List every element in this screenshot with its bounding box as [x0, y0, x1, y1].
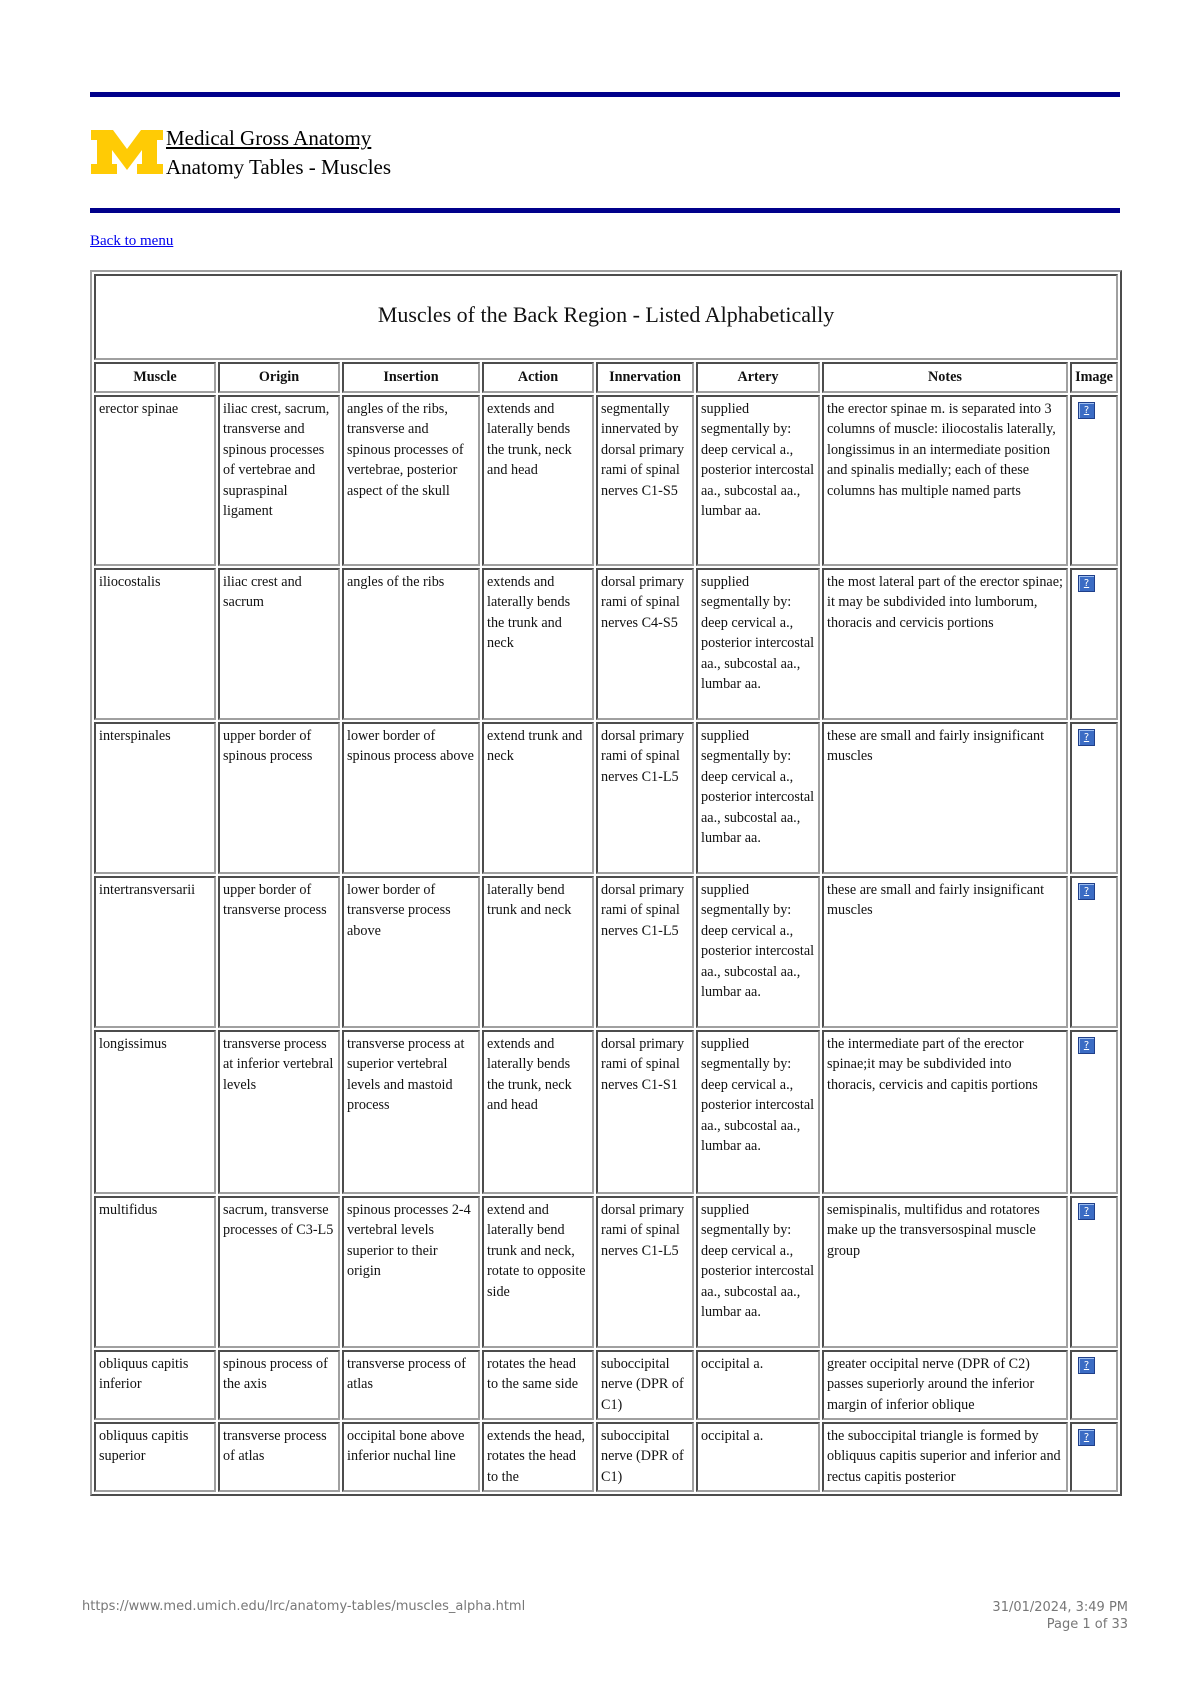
table-row [94, 1030, 1118, 1194]
table-row [94, 568, 1118, 720]
header-top-rule [90, 92, 1120, 97]
image-placeholder-icon[interactable]: ? [1078, 402, 1095, 419]
cell-notes: the intermediate part of the erector spinae;it may be subdivided into thoracis, cervicis and capitis portions [822, 1030, 1068, 1194]
cell-action: extends and laterally bends the trunk and neck [482, 568, 594, 720]
cell-innervation: dorsal primary rami of spinal nerves C1-L5 [596, 722, 694, 874]
image-placeholder-icon[interactable]: ? [1078, 1203, 1095, 1220]
cell-image [1070, 395, 1118, 566]
cell-artery: supplied segmentally by: deep cervical a., posterior intercostal aa., subcostal aa., lumbar aa. [696, 876, 820, 1028]
cell-muscle: erector spinae [94, 395, 216, 566]
cell-action: laterally bend trunk and neck [482, 876, 594, 1028]
cell-notes: semispinalis, multifidus and rotatores make up the transversospinal muscle group [822, 1196, 1068, 1348]
cell-insertion: occipital bone above inferior nuchal line [342, 1422, 480, 1492]
footer-page-number: Page 1 of 33 [1046, 1617, 1128, 1632]
footer-url: https://www.med.umich.edu/lrc/anatomy-tables/muscles_alpha.html [82, 1599, 526, 1614]
cell-image [1070, 1350, 1118, 1420]
cell-muscle: multifidus [94, 1196, 216, 1348]
back-to-menu-link[interactable]: Back to menu [90, 233, 174, 249]
column-header-innervation: Innervation [596, 362, 694, 393]
image-placeholder-icon[interactable]: ? [1078, 1037, 1095, 1054]
table-row [94, 1350, 1118, 1420]
cell-origin: upper border of transverse process [218, 876, 340, 1028]
cell-insertion: lower border of spinous process above [342, 722, 480, 874]
cell-artery: supplied segmentally by: deep cervical a., posterior intercostal aa., subcostal aa., lumbar aa. [696, 395, 820, 566]
cell-artery: occipital a. [696, 1350, 820, 1420]
university-logo [91, 130, 163, 179]
cell-action: extend and laterally bend trunk and neck, rotate to opposite side [482, 1196, 594, 1348]
cell-insertion: transverse process at superior vertebral levels and mastoid process [342, 1030, 480, 1194]
cell-image [1070, 1030, 1118, 1194]
muscles-table [90, 270, 1122, 1496]
cell-origin: transverse process at inferior vertebral levels [218, 1030, 340, 1194]
cell-action: extends and laterally bends the trunk, neck and head [482, 1030, 594, 1194]
footer-datetime: 31/01/2024, 3:49 PM [992, 1600, 1128, 1615]
cell-innervation: dorsal primary rami of spinal nerves C4-S5 [596, 568, 694, 720]
cell-insertion: spinous processes 2-4 vertebral levels superior to their origin [342, 1196, 480, 1348]
cell-muscle: iliocostalis [94, 568, 216, 720]
table-row [94, 722, 1118, 874]
cell-muscle: obliquus capitis inferior [94, 1350, 216, 1420]
cell-notes: the erector spinae m. is separated into 3 columns of muscle: iliocostalis laterally, longissimus in an intermediate position and spinalis medially; each of these columns has multiple named parts [822, 395, 1068, 566]
image-placeholder-icon[interactable]: ? [1078, 729, 1095, 746]
header-bottom-rule [90, 208, 1120, 213]
cell-innervation: dorsal primary rami of spinal nerves C1-S1 [596, 1030, 694, 1194]
cell-image [1070, 876, 1118, 1028]
cell-origin: upper border of spinous process [218, 722, 340, 874]
cell-artery: supplied segmentally by: deep cervical a., posterior intercostal aa., subcostal aa., lumbar aa. [696, 1196, 820, 1348]
column-header-notes: Notes [822, 362, 1068, 393]
cell-notes: the suboccipital triangle is formed by obliquus capitis superior and inferior and rectus capitis posterior [822, 1422, 1068, 1492]
table-caption-cell [94, 274, 1118, 360]
column-header-insertion: Insertion [342, 362, 480, 393]
table-row [94, 395, 1118, 566]
cell-origin: iliac crest and sacrum [218, 568, 340, 720]
cell-innervation: suboccipital nerve (DPR of C1) [596, 1422, 694, 1492]
cell-origin: iliac crest, sacrum, transverse and spinous processes of vertebrae and supraspinal ligament [218, 395, 340, 566]
cell-action: extend trunk and neck [482, 722, 594, 874]
table-row [94, 1196, 1118, 1348]
cell-image [1070, 1422, 1118, 1492]
cell-innervation: dorsal primary rami of spinal nerves C1-L5 [596, 876, 694, 1028]
cell-notes: the most lateral part of the erector spinae; it may be subdivided into lumborum, thoracis and cervicis portions [822, 568, 1068, 720]
cell-insertion: lower border of transverse process above [342, 876, 480, 1028]
column-header-artery: Artery [696, 362, 820, 393]
cell-innervation: segmentally innervated by dorsal primary rami of spinal nerves C1-S5 [596, 395, 694, 566]
cell-artery: occipital a. [696, 1422, 820, 1492]
column-header-muscle: Muscle [94, 362, 216, 393]
column-header-image: Image [1070, 362, 1118, 393]
table-row [94, 876, 1118, 1028]
cell-innervation: dorsal primary rami of spinal nerves C1-L5 [596, 1196, 694, 1348]
image-placeholder-icon[interactable]: ? [1078, 1357, 1095, 1374]
page-subtitle: Anatomy Tables - Muscles [166, 155, 392, 179]
cell-origin: spinous process of the axis [218, 1350, 340, 1420]
footer-meta [992, 1599, 1128, 1633]
image-placeholder-icon[interactable]: ? [1078, 575, 1095, 592]
table-header-row [94, 362, 1118, 393]
cell-muscle: obliquus capitis superior [94, 1422, 216, 1492]
cell-insertion: angles of the ribs, transverse and spinous processes of vertebrae, posterior aspect of the skull [342, 395, 480, 566]
cell-artery: supplied segmentally by: deep cervical a., posterior intercostal aa., subcostal aa., lumbar aa. [696, 568, 820, 720]
cell-notes: greater occipital nerve (DPR of C2) passes superiorly around the inferior margin of inferior oblique [822, 1350, 1068, 1420]
cell-muscle: longissimus [94, 1030, 216, 1194]
column-header-action: Action [482, 362, 594, 393]
cell-origin: transverse process of atlas [218, 1422, 340, 1492]
cell-muscle: interspinales [94, 722, 216, 874]
table-row [94, 1422, 1118, 1492]
table-caption: Muscles of the Back Region - Listed Alphabetically [377, 302, 835, 328]
cell-action: extends the head, rotates the head to the [482, 1422, 594, 1492]
cell-image [1070, 1196, 1118, 1348]
cell-insertion: transverse process of atlas [342, 1350, 480, 1420]
cell-notes: these are small and fairly insignificant muscles [822, 722, 1068, 874]
cell-origin: sacrum, transverse processes of C3-L5 [218, 1196, 340, 1348]
cell-innervation: suboccipital nerve (DPR of C1) [596, 1350, 694, 1420]
cell-image [1070, 568, 1118, 720]
image-placeholder-icon[interactable]: ? [1078, 883, 1095, 900]
image-placeholder-icon[interactable]: ? [1078, 1429, 1095, 1446]
cell-artery: supplied segmentally by: deep cervical a., posterior intercostal aa., subcostal aa., lumbar aa. [696, 722, 820, 874]
column-header-origin: Origin [218, 362, 340, 393]
cell-artery: supplied segmentally by: deep cervical a., posterior intercostal aa., subcostal aa., lumbar aa. [696, 1030, 820, 1194]
cell-insertion: angles of the ribs [342, 568, 480, 720]
cell-action: rotates the head to the same side [482, 1350, 594, 1420]
cell-image [1070, 722, 1118, 874]
cell-muscle: intertransversarii [94, 876, 216, 1028]
cell-action: extends and laterally bends the trunk, neck and head [482, 395, 594, 566]
site-title-link[interactable]: Medical Gross Anatomy [166, 126, 372, 150]
cell-notes: these are small and fairly insignificant muscles [822, 876, 1068, 1028]
